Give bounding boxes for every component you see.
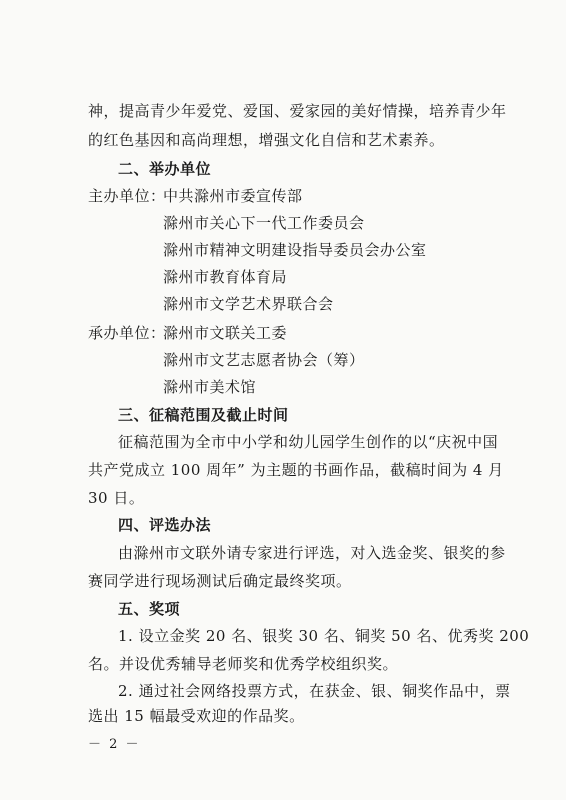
host-item: 中共滁州市委宣传部 bbox=[163, 187, 303, 205]
section-2-heading: 二、举办单位 bbox=[118, 160, 212, 178]
host-item: 滁州市教育体育局 bbox=[163, 268, 288, 286]
page-number: － 2 － bbox=[88, 737, 141, 752]
section-3-line-1: 征稿范围为全市中小学和幼儿园学生创作的以“庆祝中国 bbox=[118, 433, 499, 451]
section-3-line-3: 30 日。 bbox=[88, 489, 145, 507]
award-item-2-line-2: 选出 15 幅最受欢迎的作品奖。 bbox=[88, 707, 305, 725]
host-label: 主办单位： bbox=[88, 187, 166, 205]
award-item-1-line-1: 1. 设立金奖 20 名、银奖 30 名、铜奖 50 名、优秀奖 200 bbox=[118, 627, 530, 645]
intro-line-1: 神，提高青少年爱党、爱国、爱家园的美好情操，培养青少年 bbox=[88, 102, 507, 120]
section-5-heading: 五、奖项 bbox=[118, 600, 181, 618]
host-item: 滁州市精神文明建设指导委员会办公室 bbox=[163, 241, 427, 259]
organizer-item: 滁州市美术馆 bbox=[163, 378, 257, 396]
host-item: 滁州市关心下一代工作委员会 bbox=[163, 214, 365, 232]
organizer-label: 承办单位： bbox=[88, 324, 166, 342]
award-item-1-line-2: 名。并设优秀辅导老师奖和优秀学校组织奖。 bbox=[88, 655, 399, 673]
award-item-2-line-1: 2. 通过社会网络投票方式，在获金、银、铜奖作品中，票 bbox=[118, 682, 511, 700]
section-4-line-1: 由滁州市文联外请专家进行评选，对入选金奖、银奖的参 bbox=[118, 544, 506, 562]
host-item: 滁州市文学艺术界联合会 bbox=[163, 295, 334, 313]
organizer-item: 滁州市文联关工委 bbox=[163, 324, 288, 342]
intro-line-2: 的红色基因和高尚理想，增强文化自信和艺术素养。 bbox=[88, 131, 445, 149]
section-4-heading: 四、评选办法 bbox=[118, 516, 212, 534]
organizer-item: 滁州市文艺志愿者协会（筹） bbox=[163, 351, 365, 369]
section-4-line-2: 赛同学进行现场测试后确定最终奖项。 bbox=[88, 572, 352, 590]
section-3-line-2: 共产党成立 100 周年” 为主题的书画作品，截稿时间为 4 月 bbox=[88, 461, 504, 479]
section-3-heading: 三、征稿范围及截止时间 bbox=[118, 406, 289, 424]
